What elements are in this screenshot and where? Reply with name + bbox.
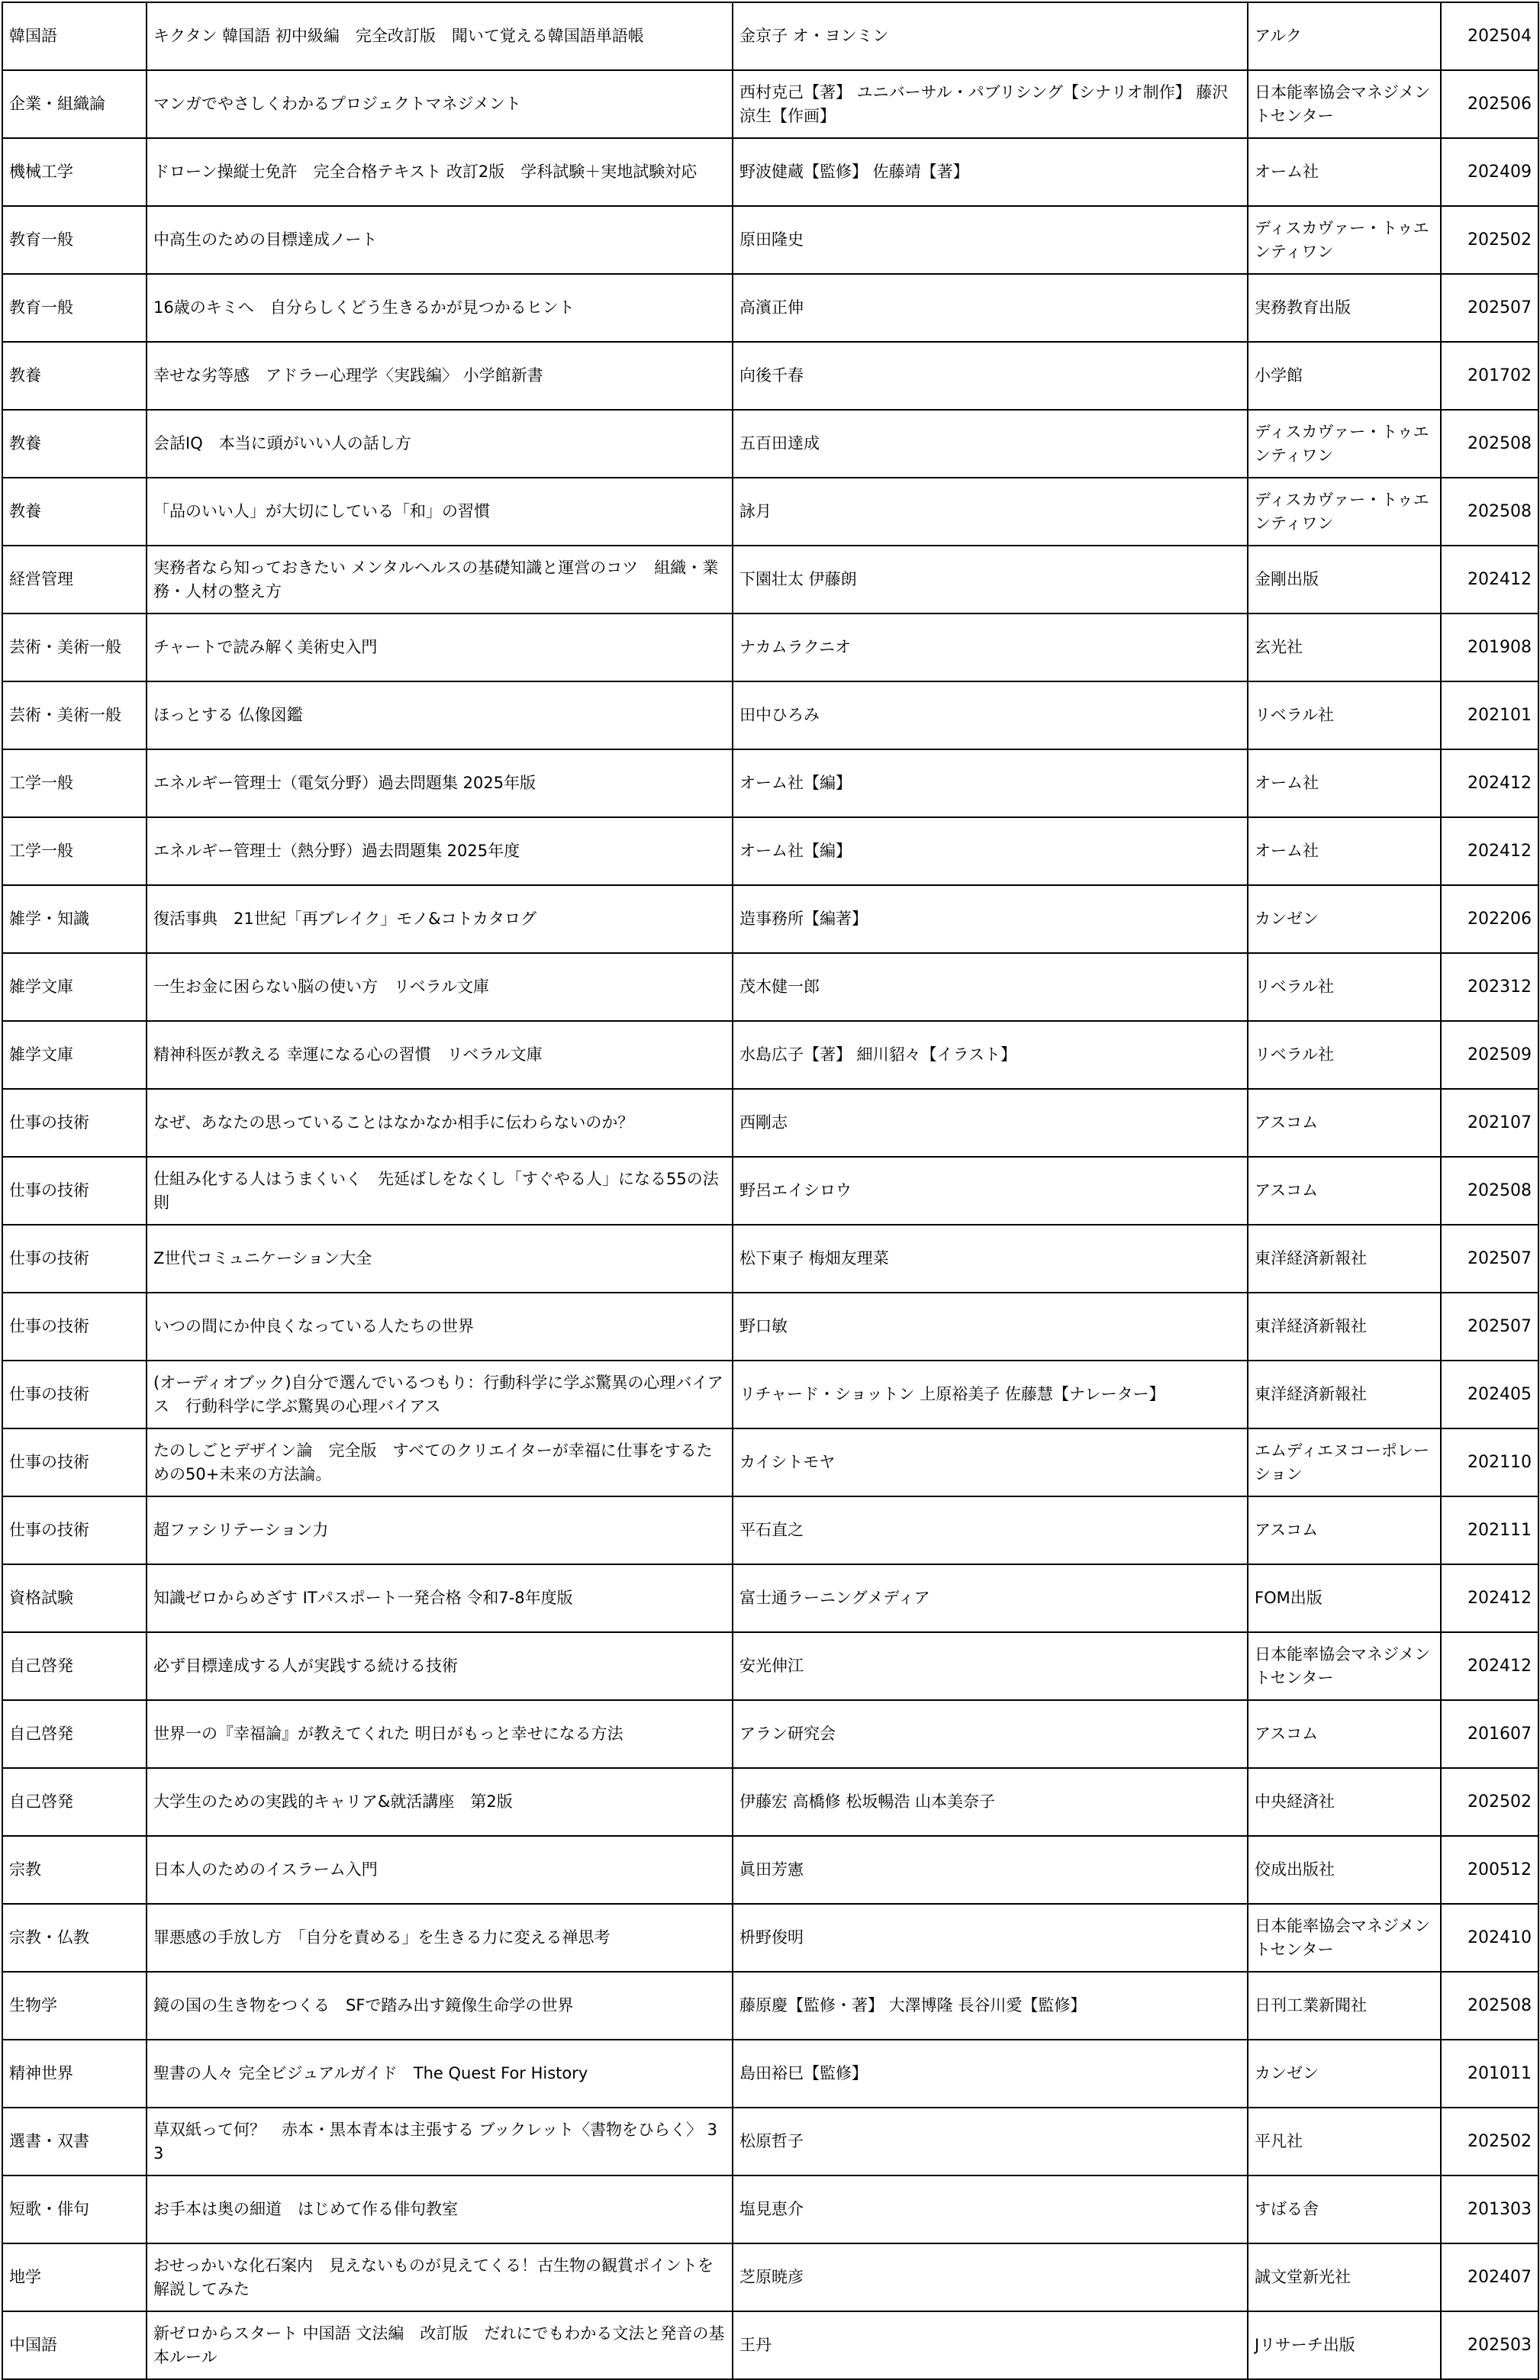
category-cell: 生物学 [2, 1972, 147, 2040]
publisher-cell: 日刊工業新聞社 [1248, 1972, 1441, 2040]
table-row [2, 1768, 1538, 1836]
author-cell: 塩見恵介 [733, 2175, 1248, 2243]
author-cell: アラン研究会 [733, 1700, 1248, 1768]
publisher-cell: リベラル社 [1248, 1021, 1441, 1089]
title-cell: 復活事典 21世紀「再ブレイク」モノ&コトカタログ [147, 885, 733, 953]
date-cell: 202412 [1441, 1632, 1538, 1700]
table-row [2, 1836, 1538, 1904]
table-body [2, 2, 1538, 2379]
title-cell: マンガでやさしくわかるプロジェクトマネジメント [147, 70, 733, 138]
date-cell: 202409 [1441, 138, 1538, 206]
author-cell: 野呂エイシロウ [733, 1157, 1248, 1225]
table-row [2, 1632, 1538, 1700]
category-cell: 短歌・俳句 [2, 2175, 147, 2243]
publisher-cell: アルク [1248, 2, 1441, 70]
publisher-cell: オーム社 [1248, 817, 1441, 885]
publisher-cell: 日本能率協会マネジメントセンター [1248, 1632, 1441, 1700]
author-cell: 茂木健一郎 [733, 953, 1248, 1021]
author-cell: 藤原慶【監修・著】 大澤博隆 長谷川愛【監修】 [733, 1972, 1248, 2040]
author-cell: カイシトモヤ [733, 1428, 1248, 1496]
publisher-cell: カンゼン [1248, 885, 1441, 953]
author-cell: 詠月 [733, 478, 1248, 546]
category-cell: 企業・組織論 [2, 70, 147, 138]
title-cell: お手本は奥の細道 はじめて作る俳句教室 [147, 2175, 733, 2243]
title-cell: 精神科医が教える 幸運になる心の習慣 リベラル文庫 [147, 1021, 733, 1089]
category-cell: 仕事の技術 [2, 1496, 147, 1564]
category-cell: 精神世界 [2, 2040, 147, 2108]
date-cell: 202507 [1441, 274, 1538, 342]
table-row [2, 2243, 1538, 2311]
date-cell: 202506 [1441, 70, 1538, 138]
publisher-cell: 東洋経済新報社 [1248, 1225, 1441, 1293]
table-row [2, 2040, 1538, 2108]
author-cell: オーム社【編】 [733, 817, 1248, 885]
category-cell: 仕事の技術 [2, 1428, 147, 1496]
publisher-cell: カンゼン [1248, 2040, 1441, 2108]
table-row [2, 749, 1538, 817]
title-cell: 「品のいい人」が大切にしている「和」の習慣 [147, 478, 733, 546]
date-cell: 202107 [1441, 1089, 1538, 1157]
table-row [2, 546, 1538, 614]
date-cell: 201303 [1441, 2175, 1538, 2243]
title-cell: 仕組み化する人はうまくいく 先延ばしをなくし「すぐやる人」になる55の法則 [147, 1157, 733, 1225]
table-row [2, 1021, 1538, 1089]
table-row [2, 2, 1538, 70]
table-row [2, 2311, 1538, 2379]
title-cell: ドローン操縦士免許 完全合格テキスト 改訂2版 学科試験＋実地試験対応 [147, 138, 733, 206]
date-cell: 202412 [1441, 817, 1538, 885]
table-row [2, 1496, 1538, 1564]
title-cell: 世界一の『幸福論』が教えてくれた 明日がもっと幸せになる方法 [147, 1700, 733, 1768]
author-cell: 五百田達成 [733, 410, 1248, 478]
date-cell: 202410 [1441, 1904, 1538, 1972]
category-cell: 雑学文庫 [2, 953, 147, 1021]
table-row [2, 953, 1538, 1021]
category-cell: 宗教 [2, 1836, 147, 1904]
table-row [2, 1361, 1538, 1428]
category-cell: 中国語 [2, 2311, 147, 2379]
date-cell: 202412 [1441, 1564, 1538, 1632]
title-cell: 16歳のキミへ 自分らしくどう生きるかが見つかるヒント [147, 274, 733, 342]
table-row [2, 1157, 1538, 1225]
author-cell: 眞田芳憲 [733, 1836, 1248, 1904]
author-cell: 野波健蔵【監修】 佐藤靖【著】 [733, 138, 1248, 206]
date-cell: 201607 [1441, 1700, 1538, 1768]
publisher-cell: 誠文堂新光社 [1248, 2243, 1441, 2311]
date-cell: 202502 [1441, 1768, 1538, 1836]
title-cell: 草双紙って何？ 赤本・黒本青本は主張する ブックレット〈書物をひらく〉 33 [147, 2108, 733, 2175]
category-cell: 資格試験 [2, 1564, 147, 1632]
author-cell: 造事務所【編著】 [733, 885, 1248, 953]
date-cell: 202206 [1441, 885, 1538, 953]
table-row [2, 1428, 1538, 1496]
date-cell: 202508 [1441, 1972, 1538, 2040]
table-row [2, 274, 1538, 342]
table-row [2, 2175, 1538, 2243]
date-cell: 202110 [1441, 1428, 1538, 1496]
title-cell: 新ゼロからスタート 中国語 文法編 改訂版 だれにでもわかる文法と発音の基本ルール [147, 2311, 733, 2379]
date-cell: 201908 [1441, 614, 1538, 681]
category-cell: 教養 [2, 410, 147, 478]
publisher-cell: アスコム [1248, 1157, 1441, 1225]
table-row [2, 478, 1538, 546]
date-cell: 202502 [1441, 206, 1538, 274]
author-cell: ナカムラクニオ [733, 614, 1248, 681]
date-cell: 202507 [1441, 1293, 1538, 1361]
publisher-cell: アスコム [1248, 1089, 1441, 1157]
title-cell: いつの間にか仲良くなっている人たちの世界 [147, 1293, 733, 1361]
table-row [2, 1972, 1538, 2040]
publisher-cell: 金剛出版 [1248, 546, 1441, 614]
publisher-cell: FOM出版 [1248, 1564, 1441, 1632]
publisher-cell: ディスカヴァー・トゥエンティワン [1248, 206, 1441, 274]
title-cell: おせっかいな化石案内 見えないものが見えてくる！古生物の観賞ポイントを解説してみた [147, 2243, 733, 2311]
publisher-cell: 平凡社 [1248, 2108, 1441, 2175]
publisher-cell: 玄光社 [1248, 614, 1441, 681]
date-cell: 202509 [1441, 1021, 1538, 1089]
publisher-cell: ディスカヴァー・トゥエンティワン [1248, 410, 1441, 478]
title-cell: 会話IQ 本当に頭がいい人の話し方 [147, 410, 733, 478]
title-cell: 罪悪感の手放し方 「自分を責める」を生きる力に変える禅思考 [147, 1904, 733, 1972]
title-cell: 日本人のためのイスラーム入門 [147, 1836, 733, 1904]
publisher-cell: 東洋経済新報社 [1248, 1293, 1441, 1361]
category-cell: 芸術・美術一般 [2, 681, 147, 749]
table-row [2, 1904, 1538, 1972]
publisher-cell: ディスカヴァー・トゥエンティワン [1248, 478, 1441, 546]
title-cell: 知識ゼロからめざす ITパスポート一発合格 令和7-8年度版 [147, 1564, 733, 1632]
author-cell: 芝原暁彦 [733, 2243, 1248, 2311]
title-cell: 一生お金に困らない脳の使い方 リベラル文庫 [147, 953, 733, 1021]
category-cell: 工学一般 [2, 749, 147, 817]
author-cell: 西村克己【著】 ユニバーサル・パブリシング【シナリオ制作】 藤沢涼生【作画】 [733, 70, 1248, 138]
date-cell: 202504 [1441, 2, 1538, 70]
publisher-cell: 実務教育出版 [1248, 274, 1441, 342]
title-cell: 大学生のための実践的キャリア&就活講座 第2版 [147, 1768, 733, 1836]
date-cell: 202507 [1441, 1225, 1538, 1293]
date-cell: 202312 [1441, 953, 1538, 1021]
title-cell: 聖書の人々 完全ビジュアルガイド The Quest For History [147, 2040, 733, 2108]
publisher-cell: オーム社 [1248, 138, 1441, 206]
publisher-cell: アスコム [1248, 1700, 1441, 1768]
date-cell: 202508 [1441, 1157, 1538, 1225]
category-cell: 地学 [2, 2243, 147, 2311]
date-cell: 202405 [1441, 1361, 1538, 1428]
table-row [2, 1564, 1538, 1632]
table-row [2, 1225, 1538, 1293]
title-cell: チャートで読み解く美術史入門 [147, 614, 733, 681]
category-cell: 自己啓発 [2, 1632, 147, 1700]
category-cell: 自己啓発 [2, 1768, 147, 1836]
publisher-cell: 小学館 [1248, 342, 1441, 410]
category-cell: 選書・双書 [2, 2108, 147, 2175]
title-cell: なぜ、あなたの思っていることはなかなか相手に伝わらないのか？ [147, 1089, 733, 1157]
date-cell: 202412 [1441, 546, 1538, 614]
table-row [2, 342, 1538, 410]
title-cell: キクタン 韓国語 初中級編 完全改訂版 聞いて覚える韓国語単語帳 [147, 2, 733, 70]
table-row [2, 885, 1538, 953]
publisher-cell: 日本能率協会マネジメントセンター [1248, 70, 1441, 138]
title-cell: 中高生のための目標達成ノート [147, 206, 733, 274]
author-cell: 安光伸江 [733, 1632, 1248, 1700]
date-cell: 202508 [1441, 410, 1538, 478]
date-cell: 202503 [1441, 2311, 1538, 2379]
publisher-cell: Jリサーチ出版 [1248, 2311, 1441, 2379]
author-cell: 西剛志 [733, 1089, 1248, 1157]
category-cell: 仕事の技術 [2, 1361, 147, 1428]
publisher-cell: 日本能率協会マネジメントセンター [1248, 1904, 1441, 1972]
category-cell: 仕事の技術 [2, 1293, 147, 1361]
publisher-cell: リベラル社 [1248, 953, 1441, 1021]
author-cell: 島田裕巳【監修】 [733, 2040, 1248, 2108]
author-cell: 松下東子 梅畑友理菜 [733, 1225, 1248, 1293]
date-cell: 200512 [1441, 1836, 1538, 1904]
author-cell: 高濱正伸 [733, 274, 1248, 342]
date-cell: 201011 [1441, 2040, 1538, 2108]
category-cell: 教養 [2, 478, 147, 546]
table-row [2, 1089, 1538, 1157]
category-cell: 自己啓発 [2, 1700, 147, 1768]
category-cell: 仕事の技術 [2, 1225, 147, 1293]
publisher-cell: エムディエヌコーポレーション [1248, 1428, 1441, 1496]
title-cell: 実務者なら知っておきたい メンタルヘルスの基礎知識と運営のコツ 組織・業務・人材の整え方 [147, 546, 733, 614]
date-cell: 202502 [1441, 2108, 1538, 2175]
author-cell: 水島広子【著】 細川貂々【イラスト】 [733, 1021, 1248, 1089]
date-cell: 201702 [1441, 342, 1538, 410]
publisher-cell: 佼成出版社 [1248, 1836, 1441, 1904]
publisher-cell: オーム社 [1248, 749, 1441, 817]
date-cell: 202412 [1441, 749, 1538, 817]
category-cell: 教養 [2, 342, 147, 410]
title-cell: たのしごとデザイン論 完全版 すべてのクリエイターが幸福に仕事をするための50+未来の方法論。 [147, 1428, 733, 1496]
author-cell: 平石直之 [733, 1496, 1248, 1564]
author-cell: 野口敏 [733, 1293, 1248, 1361]
title-cell: 鏡の国の生き物をつくる SFで踏み出す鏡像生命学の世界 [147, 1972, 733, 2040]
table-row [2, 2108, 1538, 2175]
book-list-table [2, 2, 1539, 2380]
category-cell: 雑学文庫 [2, 1021, 147, 1089]
table-row [2, 614, 1538, 681]
category-cell: 仕事の技術 [2, 1157, 147, 1225]
author-cell: 枡野俊明 [733, 1904, 1248, 1972]
date-cell: 202407 [1441, 2243, 1538, 2311]
table-row [2, 1700, 1538, 1768]
title-cell: Z世代コミュニケーション大全 [147, 1225, 733, 1293]
category-cell: 芸術・美術一般 [2, 614, 147, 681]
title-cell: 必ず目標達成する人が実践する続ける技術 [147, 1632, 733, 1700]
author-cell: 王丹 [733, 2311, 1248, 2379]
author-cell: 金京子 オ・ヨンミン [733, 2, 1248, 70]
category-cell: 経営管理 [2, 546, 147, 614]
category-cell: 工学一般 [2, 817, 147, 885]
title-cell: 幸せな劣等感 アドラー心理学〈実践編〉 小学館新書 [147, 342, 733, 410]
table-row [2, 410, 1538, 478]
date-cell: 202111 [1441, 1496, 1538, 1564]
category-cell: 教育一般 [2, 274, 147, 342]
table-row [2, 70, 1538, 138]
category-cell: 教育一般 [2, 206, 147, 274]
author-cell: 向後千春 [733, 342, 1248, 410]
author-cell: 伊藤宏 高橋修 松坂暢浩 山本美奈子 [733, 1768, 1248, 1836]
author-cell: 下園壮太 伊藤朗 [733, 546, 1248, 614]
table-row [2, 138, 1538, 206]
title-cell: エネルギー管理士（熱分野）過去問題集 2025年度 [147, 817, 733, 885]
author-cell: オーム社【編】 [733, 749, 1248, 817]
publisher-cell: 東洋経済新報社 [1248, 1361, 1441, 1428]
table-row [2, 206, 1538, 274]
publisher-cell: 中央経済社 [1248, 1768, 1441, 1836]
date-cell: 202101 [1441, 681, 1538, 749]
author-cell: 松原哲子 [733, 2108, 1248, 2175]
author-cell: 富士通ラーニングメディア [733, 1564, 1248, 1632]
title-cell: (オーディオブック)自分で選んでいるつもり：行動科学に学ぶ驚異の心理バイアス 行動科学に学ぶ驚異の心理バイアス [147, 1361, 733, 1428]
author-cell: リチャード・ショットン 上原裕美子 佐藤慧【ナレーター】 [733, 1361, 1248, 1428]
publisher-cell: リベラル社 [1248, 681, 1441, 749]
category-cell: 雑学・知識 [2, 885, 147, 953]
table-row [2, 681, 1538, 749]
category-cell: 韓国語 [2, 2, 147, 70]
title-cell: ほっとする 仏像図鑑 [147, 681, 733, 749]
table-row [2, 1293, 1538, 1361]
category-cell: 宗教・仏教 [2, 1904, 147, 1972]
category-cell: 機械工学 [2, 138, 147, 206]
author-cell: 田中ひろみ [733, 681, 1248, 749]
title-cell: エネルギー管理士（電気分野）過去問題集 2025年版 [147, 749, 733, 817]
title-cell: 超ファシリテーション力 [147, 1496, 733, 1564]
publisher-cell: すばる舎 [1248, 2175, 1441, 2243]
date-cell: 202508 [1441, 478, 1538, 546]
author-cell: 原田隆史 [733, 206, 1248, 274]
category-cell: 仕事の技術 [2, 1089, 147, 1157]
table-row [2, 817, 1538, 885]
publisher-cell: アスコム [1248, 1496, 1441, 1564]
